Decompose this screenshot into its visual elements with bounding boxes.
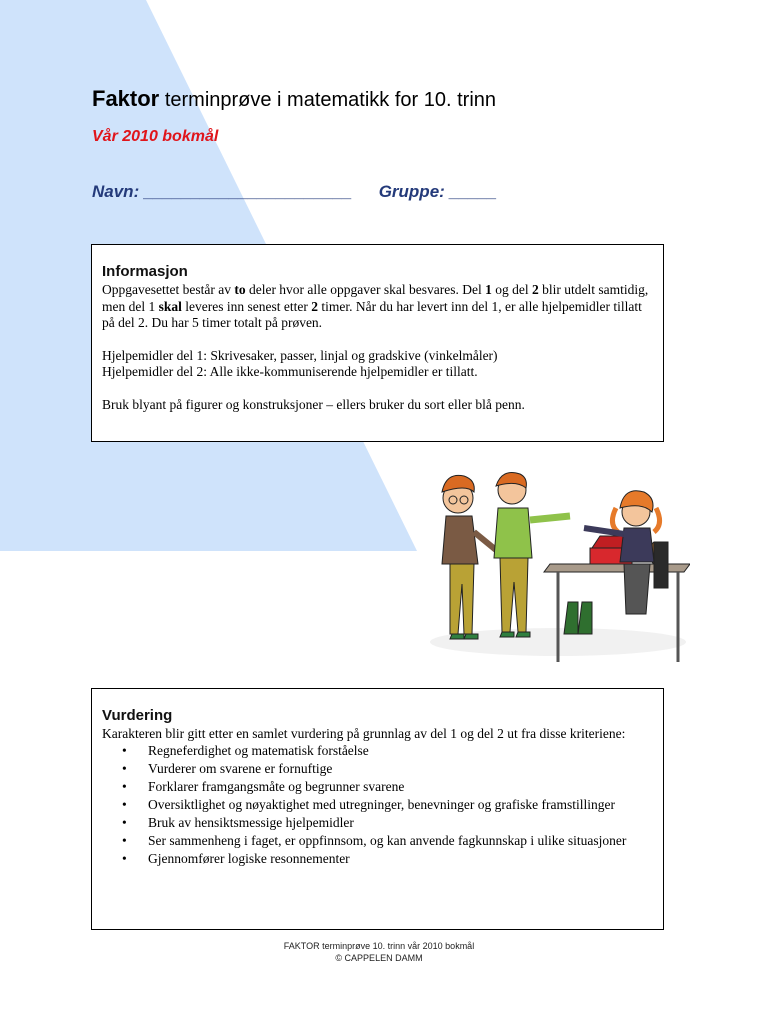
info-heading: Informasjon	[102, 263, 188, 280]
footer-line-1: FAKTOR terminprøve 10. trinn vår 2010 bokmål	[283, 941, 475, 951]
students-illustration	[428, 462, 690, 668]
subtitle: Vår 2010 bokmål	[92, 128, 219, 145]
list-item: • Regneferdighet og matematisk forståelse	[148, 743, 653, 760]
list-item: • Vurderer om svarene er fornuftige	[148, 761, 653, 778]
assessment-box	[91, 688, 664, 930]
aids-part2: Hjelpemidler del 2: Alle ikke-kommuniserende hjelpemidler er tillatt.	[102, 364, 478, 379]
info-paragraph: Oppgavesettet består av to deler hvor alle oppgaver skal besvares. Del 1 og del 2 blir utdelt samtidig, men del 1 skal leveres inn senest etter 2 timer. Når du har levert inn del 1, er alle hjelpemidler tillatt på del 2. Du har 5 timer totalt på prøven.	[102, 282, 649, 330]
info-box	[91, 244, 664, 442]
title-rest: terminprøve i matematikk for 10. trinn	[164, 89, 497, 111]
aids-part1: Hjelpemidler del 1: Skrivesaker, passer, linjal og gradskive (vinkelmåler)	[102, 347, 498, 363]
assessment-heading: Vurdering	[102, 707, 173, 724]
list-item: • Gjennomfører logiske resonnementer	[148, 851, 653, 868]
name-group-line	[92, 182, 519, 202]
title-brand: Faktor	[92, 86, 160, 111]
list-item: • Ser sammenheng i faget, er oppfinnsom, og kan anvende fagkunnskap i ulike situasjoner	[148, 833, 653, 850]
criteria-list	[102, 743, 653, 868]
list-item: • Oversiktlighet og nøyaktighet med utregninger, benevninger og grafiske framstillinger	[148, 797, 653, 814]
list-item: • Forklarer framgangsmåte og begrunner svarene	[148, 779, 653, 796]
group-field-label: Gruppe: _____	[378, 182, 497, 201]
page-title	[92, 86, 496, 112]
name-field-label: Navn: ______________________	[92, 182, 352, 201]
pencil-note: Bruk blyant på figurer og konstruksjoner – ellers bruker du sort eller blå penn.	[102, 396, 525, 412]
assessment-intro: Karakteren blir gitt etter en samlet vurdering på grunnlag av del 1 og del 2 ut fra disse kriteriene:	[102, 726, 626, 741]
list-item: • Bruk av hensiktsmessige hjelpemidler	[148, 815, 653, 832]
footer-line-2: © CAPPELEN DAMM	[335, 953, 423, 963]
